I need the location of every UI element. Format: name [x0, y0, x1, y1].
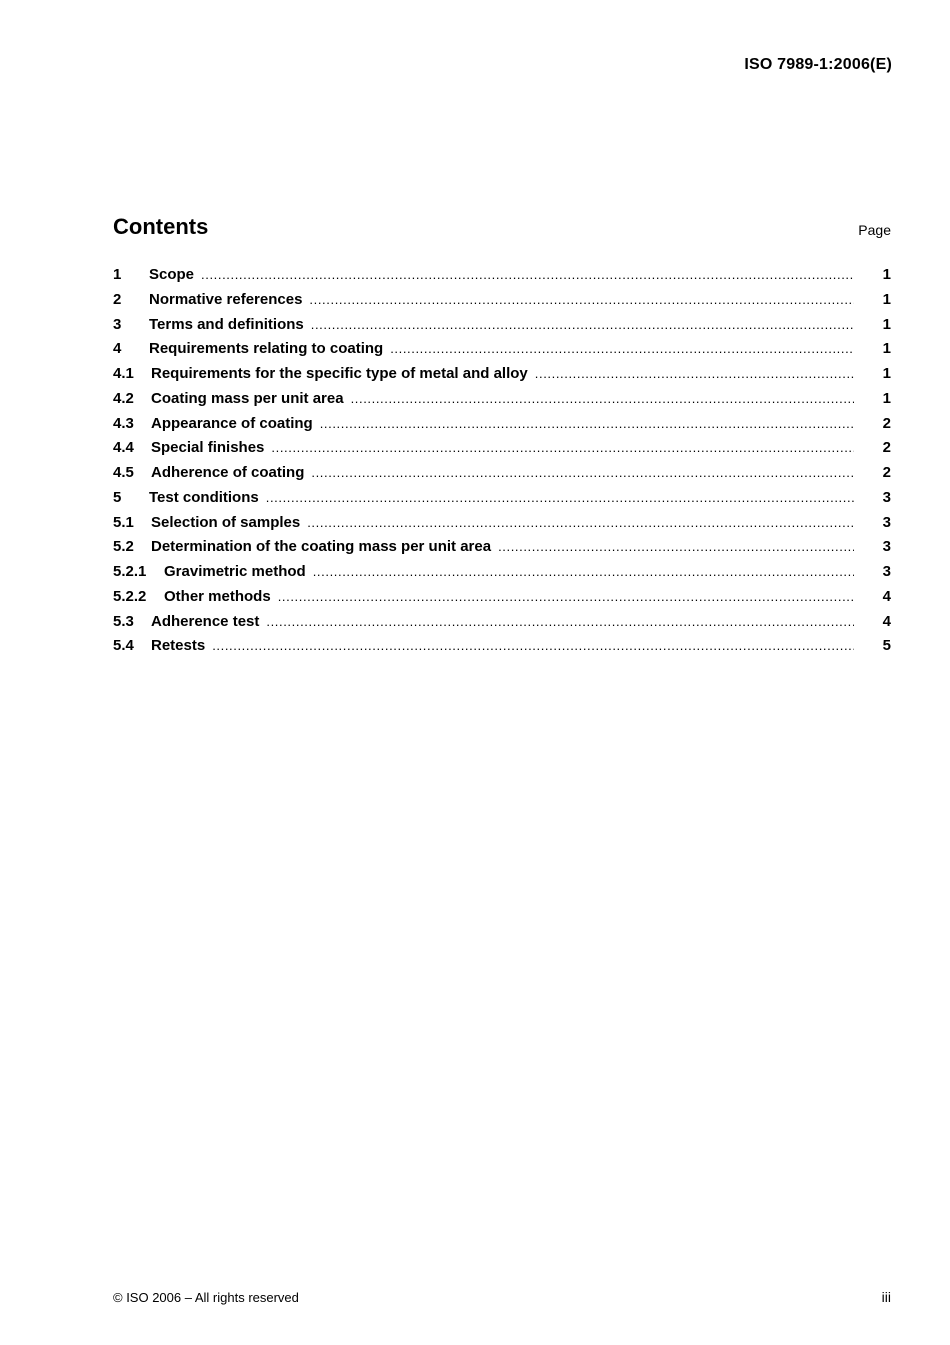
toc-entry-page: 4	[882, 587, 891, 605]
dot-leader	[309, 292, 854, 307]
toc-entry-4-1[interactable]	[113, 365, 891, 390]
toc-entry-title: Gravimetric method	[164, 563, 306, 580]
toc-entry-number: 1	[113, 266, 122, 283]
page-column-label: Page	[858, 222, 891, 238]
dot-leader	[307, 515, 854, 530]
toc-entry-page: 2	[882, 464, 891, 481]
toc-entry-number: 5.1	[113, 513, 134, 531]
toc-entry-title: Appearance of coating	[151, 414, 313, 432]
toc-entry-page: 1	[882, 315, 891, 333]
dot-leader	[498, 539, 854, 554]
page-number: iii	[881, 1289, 891, 1305]
dot-leader	[313, 564, 854, 579]
toc-entry-5-2-2[interactable]	[113, 588, 891, 613]
toc-entry-5-2[interactable]	[113, 538, 891, 563]
toc-entry-title: Adherence of coating	[151, 464, 305, 481]
toc-entry-4-5[interactable]	[113, 464, 891, 489]
toc-entry-title: Special finishes	[151, 439, 265, 457]
toc-entry-title: Terms and definitions	[149, 315, 304, 333]
toc-entry-4-4[interactable]	[113, 439, 891, 464]
toc-entry-2[interactable]	[113, 291, 891, 316]
toc-entry-page: 1	[882, 290, 891, 308]
toc-entry-5-3[interactable]	[113, 613, 891, 638]
toc-entry-title: Requirements relating to coating	[149, 340, 384, 358]
dot-leader	[351, 391, 854, 406]
toc-entry-page: 1	[882, 365, 891, 382]
dot-leader	[390, 341, 854, 356]
dot-leader	[320, 416, 854, 431]
toc-entry-page: 5	[882, 637, 891, 655]
toc-entry-title: Requirements for the specific type of metal and alloy	[151, 365, 528, 382]
toc-entry-page: 1	[882, 266, 891, 283]
toc-entry-page: 3	[882, 488, 891, 506]
toc-entry-number: 5.2.1	[113, 563, 147, 580]
toc-entry-page: 3	[882, 563, 891, 580]
toc-entry-title: Test conditions	[149, 488, 259, 506]
toc-entry-page: 2	[882, 439, 891, 457]
dot-leader	[271, 440, 854, 455]
toc-entry-5[interactable]	[113, 489, 891, 514]
toc-entry-3[interactable]	[113, 316, 891, 341]
toc-entry-number: 5.4	[113, 637, 134, 655]
toc-entry-title: Normative references	[149, 290, 303, 308]
toc-entry-title: Selection of samples	[151, 513, 301, 531]
toc-entry-number: 5.2	[113, 538, 134, 556]
toc-entry-number: 2	[113, 290, 122, 308]
toc-entry-page: 4	[882, 612, 891, 630]
toc-entry-number: 4.1	[113, 365, 134, 382]
toc-entry-page: 1	[882, 389, 891, 407]
toc-entry-4-2[interactable]	[113, 390, 891, 415]
toc-entry-1[interactable]	[113, 266, 891, 291]
toc-entry-title: Scope	[149, 266, 195, 283]
toc-entry-page: 3	[882, 538, 891, 556]
toc-entry-number: 5.3	[113, 612, 134, 630]
toc-entry-number: 4.5	[113, 464, 134, 481]
toc-entry-number: 3	[113, 315, 122, 333]
toc-entry-title: Other methods	[164, 587, 271, 605]
toc-entry-page: 2	[882, 414, 891, 432]
toc-entry-number: 5.2.2	[113, 587, 147, 605]
toc-entry-title: Coating mass per unit area	[151, 389, 344, 407]
contents-title: Contents	[113, 214, 209, 239]
toc-entry-number: 4	[113, 340, 122, 358]
copyright-notice: © ISO 2006 – All rights reserved	[113, 1290, 299, 1305]
contents-header	[113, 214, 891, 244]
table-of-contents	[113, 266, 891, 662]
toc-entry-title: Retests	[151, 637, 206, 655]
dot-leader	[311, 465, 854, 480]
toc-entry-title: Determination of the coating mass per unit area	[151, 538, 492, 556]
dot-leader	[201, 267, 854, 282]
dot-leader	[535, 366, 854, 381]
toc-entry-page: 3	[882, 513, 891, 531]
toc-entry-page: 1	[882, 340, 891, 358]
document-identifier: ISO 7989-1:2006(E)	[744, 56, 892, 73]
toc-entry-5-1[interactable]	[113, 514, 891, 539]
dot-leader	[278, 589, 854, 604]
toc-entry-title: Adherence test	[151, 612, 260, 630]
dot-leader	[266, 614, 854, 629]
toc-entry-number: 4.3	[113, 414, 134, 432]
toc-entry-5-4[interactable]	[113, 637, 891, 662]
dot-leader	[212, 638, 854, 653]
dot-leader	[311, 317, 854, 332]
toc-entry-number: 5	[113, 488, 122, 506]
toc-entry-number: 4.2	[113, 389, 134, 407]
toc-entry-4-3[interactable]	[113, 415, 891, 440]
dot-leader	[266, 490, 854, 505]
toc-entry-4[interactable]	[113, 340, 891, 365]
toc-entry-number: 4.4	[113, 439, 134, 457]
toc-entry-5-2-1[interactable]	[113, 563, 891, 588]
